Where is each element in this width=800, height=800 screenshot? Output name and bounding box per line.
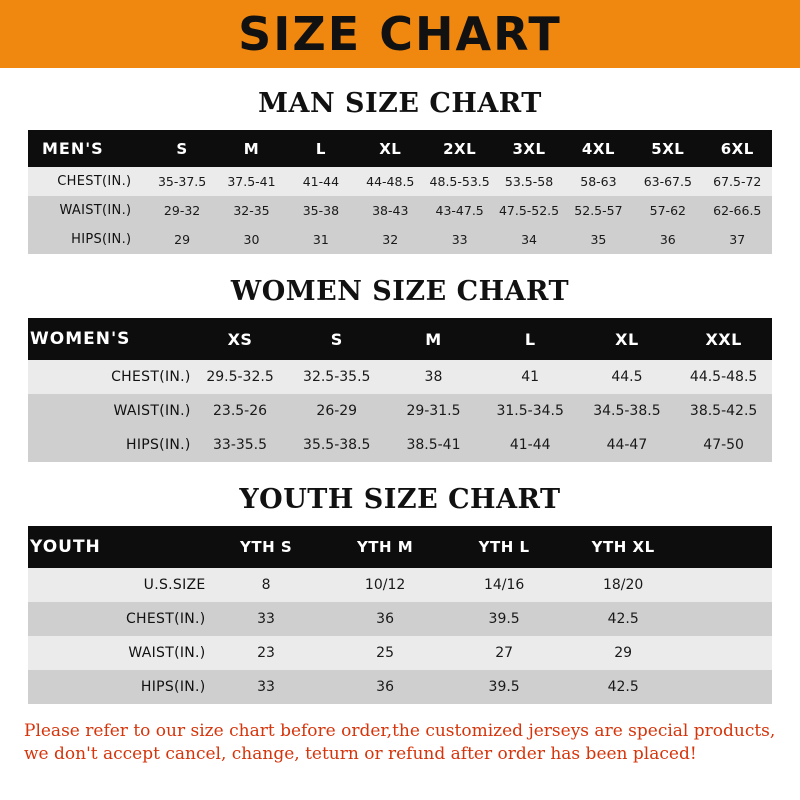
table-row [28, 360, 772, 394]
page-title: SIZE CHART [238, 7, 562, 61]
cell [683, 568, 772, 602]
cell: 31 [286, 225, 355, 254]
section-title-women: WOMEN SIZE CHART [230, 276, 570, 307]
cell: 32.5-35.5 [288, 360, 385, 394]
footer-note-line-1: Please refer to our size chart before order,the customized jerseys are special products, [24, 721, 776, 741]
cell: 29 [564, 636, 683, 670]
women-row-label-hips: HIPS(IN.) [28, 428, 192, 462]
cell: 44.5-48.5 [675, 360, 772, 394]
youth-col-empty [683, 526, 772, 568]
youth-row-label-waist: WAIST(IN.) [28, 636, 207, 670]
cell: 27 [445, 636, 564, 670]
women-row-label-chest: CHEST(IN.) [28, 360, 192, 394]
youth-row-label-ussize: U.S.SIZE [28, 568, 207, 602]
men-col-s: S [147, 130, 216, 167]
cell: 30 [217, 225, 286, 254]
youth-row-label-chest: CHEST(IN.) [28, 602, 207, 636]
table-row [28, 394, 772, 428]
cell: 41-44 [482, 428, 579, 462]
men-col-m: M [217, 130, 286, 167]
cell: 38 [385, 360, 482, 394]
cell: 35.5-38.5 [288, 428, 385, 462]
men-col-6xl: 6XL [703, 130, 772, 167]
men-table-body [28, 167, 772, 254]
footer-note-line-2: we don't accept cancel, change, teturn or refund after order has been placed! [24, 743, 697, 764]
youth-size-table-wrap [28, 526, 772, 704]
cell: 38.5-42.5 [675, 394, 772, 428]
header-band [0, 0, 800, 68]
women-table-body [28, 360, 772, 462]
women-table-head [28, 318, 772, 360]
table-header-row [28, 318, 772, 360]
cell: 53.5-58 [494, 167, 563, 196]
table-row [28, 167, 772, 196]
women-row-header-label: WOMEN'S [28, 318, 192, 360]
cell: 35-38 [286, 196, 355, 225]
men-col-4xl: 4XL [564, 130, 633, 167]
men-table-head [28, 130, 772, 167]
cell: 35 [564, 225, 633, 254]
youth-col-s: YTH S [207, 526, 326, 568]
men-col-l: L [286, 130, 355, 167]
cell: 37.5-41 [217, 167, 286, 196]
cell: 18/20 [564, 568, 683, 602]
section-title-youth: YOUTH SIZE CHART [239, 484, 561, 515]
cell: 29.5-32.5 [192, 360, 289, 394]
cell: 41 [482, 360, 579, 394]
cell: 41-44 [286, 167, 355, 196]
men-row-header-label: MEN'S [28, 130, 147, 167]
table-row [28, 428, 772, 462]
cell: 29-32 [147, 196, 216, 225]
cell [683, 636, 772, 670]
cell: 57-62 [633, 196, 702, 225]
cell: 10/12 [326, 568, 445, 602]
cell: 29-31.5 [385, 394, 482, 428]
cell: 47-50 [675, 428, 772, 462]
men-row-label-chest: CHEST(IN.) [28, 167, 147, 196]
youth-col-xl: YTH XL [564, 526, 683, 568]
cell: 31.5-34.5 [482, 394, 579, 428]
cell: 23.5-26 [192, 394, 289, 428]
women-col-l: L [482, 318, 579, 360]
table-row [28, 225, 772, 254]
women-size-table [28, 318, 772, 462]
women-col-m: M [385, 318, 482, 360]
cell: 25 [326, 636, 445, 670]
women-col-s: S [288, 318, 385, 360]
section-title-men: MAN SIZE CHART [258, 88, 542, 119]
cell: 33-35.5 [192, 428, 289, 462]
men-col-xl: XL [356, 130, 425, 167]
youth-col-l: YTH L [445, 526, 564, 568]
table-row [28, 196, 772, 225]
cell: 47.5-52.5 [494, 196, 563, 225]
cell: 44.5 [579, 360, 676, 394]
cell: 8 [207, 568, 326, 602]
cell: 26-29 [288, 394, 385, 428]
table-header-row [28, 130, 772, 167]
youth-row-label-hips: HIPS(IN.) [28, 670, 207, 704]
cell: 33 [207, 670, 326, 704]
footer-note [24, 720, 776, 766]
women-row-label-waist: WAIST(IN.) [28, 394, 192, 428]
cell: 63-67.5 [633, 167, 702, 196]
cell: 33 [425, 225, 494, 254]
cell: 42.5 [564, 602, 683, 636]
cell: 37 [703, 225, 772, 254]
cell: 44-47 [579, 428, 676, 462]
cell: 39.5 [445, 670, 564, 704]
cell: 33 [207, 602, 326, 636]
youth-col-m: YTH M [326, 526, 445, 568]
table-row [28, 568, 772, 602]
cell: 32-35 [217, 196, 286, 225]
men-col-5xl: 5XL [633, 130, 702, 167]
men-col-3xl: 3XL [494, 130, 563, 167]
men-col-2xl: 2XL [425, 130, 494, 167]
men-size-table-wrap [28, 130, 772, 254]
cell: 43-47.5 [425, 196, 494, 225]
youth-table-head [28, 526, 772, 568]
cell: 52.5-57 [564, 196, 633, 225]
cell: 36 [633, 225, 702, 254]
cell: 34 [494, 225, 563, 254]
cell: 38-43 [356, 196, 425, 225]
men-row-label-waist: WAIST(IN.) [28, 196, 147, 225]
youth-table-body [28, 568, 772, 704]
table-row [28, 636, 772, 670]
cell: 29 [147, 225, 216, 254]
cell [683, 670, 772, 704]
cell: 35-37.5 [147, 167, 216, 196]
cell: 32 [356, 225, 425, 254]
table-row [28, 670, 772, 704]
cell: 38.5-41 [385, 428, 482, 462]
cell: 58-63 [564, 167, 633, 196]
youth-row-header-label: YOUTH [28, 526, 207, 568]
table-header-row [28, 526, 772, 568]
cell [683, 602, 772, 636]
women-col-xxl: XXL [675, 318, 772, 360]
women-col-xs: XS [192, 318, 289, 360]
women-col-xl: XL [579, 318, 676, 360]
women-size-table-wrap [28, 318, 772, 462]
cell: 48.5-53.5 [425, 167, 494, 196]
cell: 36 [326, 602, 445, 636]
table-row [28, 602, 772, 636]
cell: 44-48.5 [356, 167, 425, 196]
men-size-table [28, 130, 772, 254]
cell: 67.5-72 [703, 167, 772, 196]
cell: 42.5 [564, 670, 683, 704]
cell: 14/16 [445, 568, 564, 602]
cell: 34.5-38.5 [579, 394, 676, 428]
cell: 39.5 [445, 602, 564, 636]
men-row-label-hips: HIPS(IN.) [28, 225, 147, 254]
cell: 23 [207, 636, 326, 670]
youth-size-table [28, 526, 772, 704]
cell: 36 [326, 670, 445, 704]
cell: 62-66.5 [703, 196, 772, 225]
